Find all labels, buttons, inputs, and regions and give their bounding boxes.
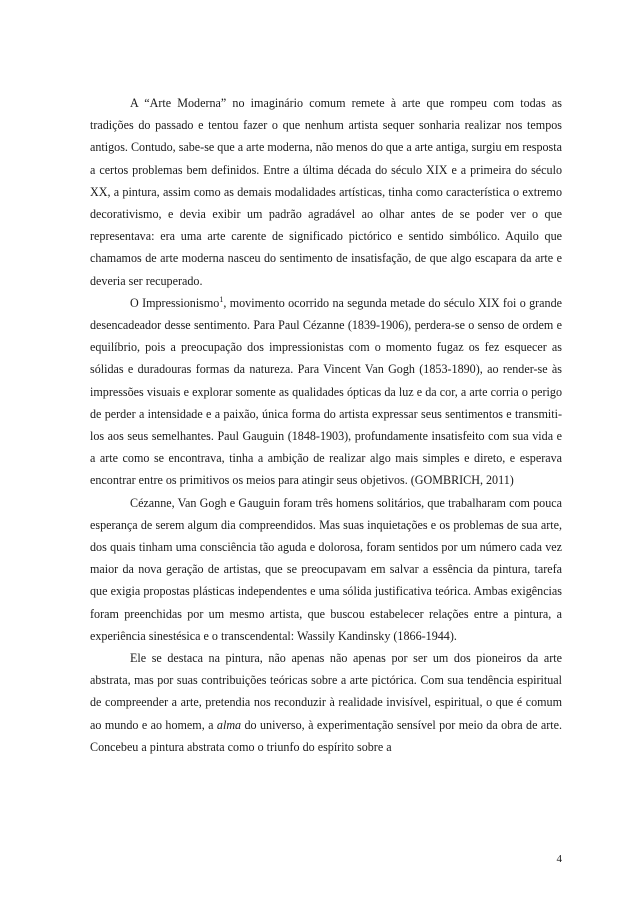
paragraph-3: Cézanne, Van Gogh e Gauguin foram três homens solitários, que trabalharam com pouca esperança de serem algum dia compreendidos. Mas suas inquietações e os problemas de sua arte, dos quais tinham uma consciência tão aguda e dolorosa, foram sentidos por um número cada vez maior da nova geração de artistas, que se preocupavam em salvar a essência da pintura, tarefa que exigia propostas plásticas independentes e uma sólida justificativa teórica. Ambas exigências foram preenchidas por um mesmo artista, que buscou estabelecer relações entre a pintura, a experiência sinestésica e o transcendental: Wassily Kandinsky (1866-1944).: [90, 495, 562, 643]
body-text: [90, 92, 562, 758]
paragraph-4: [90, 647, 562, 758]
footnote-marker[interactable]: 1: [219, 294, 224, 304]
paragraph-4-rest: do universo, à experimentação sensível por meio da obra de arte. Concebeu a pintura abstrata como o triunfo do espírito sobre a: [90, 717, 562, 754]
paragraph-2-rest: , movimento ocorrido na segunda metade do século XIX foi o grande desencadeador desse sentimento. Para Paul Cézanne (1839-1906), perdera-se o senso de ordem e equilíbrio, pois a preocupação dos impressionistas com o momento fugaz os fez esquecer as sólidas e duradouras formas da natureza. Para Vincent Van Gogh (1853-1890), ao render-se às impressões visuais e explorar somente as qualidades ópticas da luz e da cor, a arte corria o perigo de perder a intensidade e a paixão, única forma do artista expressar seus sentimentos e transmiti-los aos seus semelhantes. Paul Gauguin (1848-1903), profundamente insatisfeito com sua vida e a arte como se encontrava, tinha a ambição de realizar algo mais simples e direto, e esperava encontrar entre os primitivos os meios para atingir seus objetivos. (GOMBRICH, 2011): [90, 295, 562, 488]
paragraph-2-start: O Impressionismo: [130, 295, 220, 310]
paragraph-2: [90, 292, 562, 492]
paragraph-4-italic: alma: [216, 717, 242, 732]
page-number: 4: [556, 853, 562, 865]
paragraph-4-start: Ele se destaca na pintura, não apenas não apenas por ser um dos pioneiros da arte abstrata, mas por suas contribuições teóricas sobre a arte pictórica. Com sua tendência espiritual de compreender a arte, pretendia nos reconduzir à realidade invisível, espiritual, o que é comum ao mundo e ao homem, a: [90, 651, 562, 732]
paragraph-1: A “Arte Moderna” no imaginário comum remete à arte que rompeu com todas as tradições do passado e tentou fazer o que nenhum artista sequer sonharia realizar nos tempos antigos. Contudo, sabe-se que a arte moderna, não menos do que a arte antiga, surgiu em resposta a certos problemas bem definidos. Entre a última década do século XIX e a primeira do século XX, a pintura, assim como as demais modalidades artísticas, tinha como característica o extremo decorativismo, e devia exibir um padrão agradável ao olhar antes de se poder ver o que representava: era uma arte carente de significado pictórico e sentido simbólico. Aquilo que chamamos de arte moderna nasceu do sentimento de insatisfação, de que algo escapara da arte e deveria ser recuperado.: [90, 96, 562, 288]
